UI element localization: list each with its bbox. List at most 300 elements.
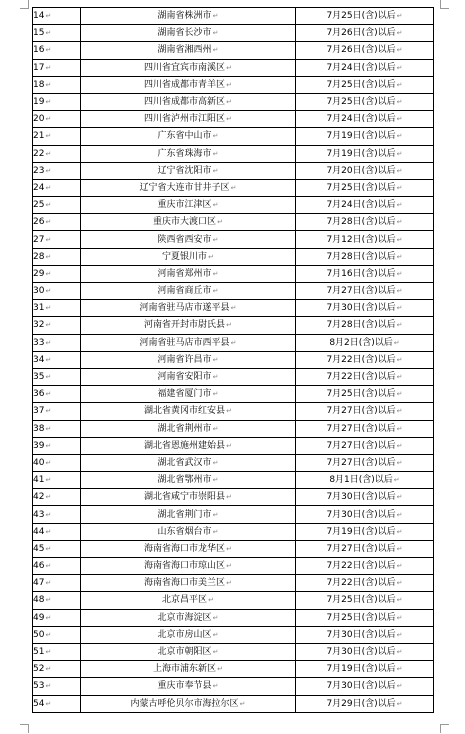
region-cell-text: 湖北省鄂州市	[157, 475, 212, 486]
paragraph-mark-icon: ↵	[212, 476, 219, 485]
region-cell-text: 山东省烟台市	[157, 526, 212, 537]
paragraph-mark-icon: ↵	[45, 98, 52, 107]
paragraph-mark-icon: ↵	[396, 252, 403, 261]
date-cell-text: 7月28日(含)以后	[326, 320, 396, 331]
region-cell[interactable]	[81, 609, 296, 626]
paragraph-mark-icon: ↵	[396, 699, 403, 708]
region-cell[interactable]	[81, 25, 296, 42]
region-cell-text: 河南省商丘市	[157, 286, 212, 297]
region-cell[interactable]	[81, 575, 296, 592]
table-row	[33, 300, 434, 317]
paragraph-mark-icon: ↵	[217, 665, 223, 674]
region-cell[interactable]	[81, 179, 296, 196]
paragraph-mark-icon: ↵	[396, 149, 403, 158]
region-cell[interactable]	[81, 231, 296, 248]
paragraph-mark-icon: ↵	[45, 373, 52, 382]
page-corner-mark	[440, 0, 449, 9]
date-cell[interactable]	[296, 8, 434, 25]
row-number-cell-text: 24	[33, 182, 45, 193]
paragraph-mark-icon: ↵	[45, 269, 52, 278]
date-cell[interactable]	[296, 351, 434, 368]
date-cell[interactable]	[296, 248, 434, 265]
paragraph-mark-icon: ↵	[212, 458, 219, 467]
date-cell-text: 7月22日(含)以后	[326, 372, 396, 383]
date-cell-text: 7月16日(含)以后	[326, 268, 396, 279]
table-row	[33, 93, 434, 110]
region-cell[interactable]	[81, 42, 296, 59]
date-cell-text: 7月30日(含)以后	[326, 509, 396, 520]
paragraph-mark-icon: ↵	[45, 132, 52, 141]
row-number-cell[interactable]	[33, 231, 81, 248]
region-cell[interactable]	[81, 145, 296, 162]
date-cell[interactable]	[296, 472, 434, 489]
row-number-cell[interactable]	[33, 575, 81, 592]
paragraph-mark-icon: ↵	[45, 321, 52, 330]
region-cell[interactable]	[81, 386, 296, 403]
paragraph-mark-icon: ↵	[45, 544, 52, 553]
date-cell[interactable]	[296, 626, 434, 643]
row-number-cell[interactable]	[33, 437, 81, 454]
paragraph-mark-icon: ↵	[208, 596, 214, 605]
row-number-cell[interactable]	[33, 558, 81, 575]
row-number-cell[interactable]	[33, 93, 81, 110]
paragraph-mark-icon: ↵	[230, 183, 237, 192]
paragraph-mark-icon: ↵	[212, 613, 219, 622]
region-cell-text: 河南省驻马店市遂平县	[139, 303, 230, 314]
table-row	[33, 678, 434, 695]
region-cell[interactable]	[81, 420, 296, 437]
region-cell[interactable]	[81, 678, 296, 695]
date-cell-text: 7月29日(含)以后	[326, 698, 396, 709]
row-number-cell[interactable]	[33, 334, 81, 351]
row-number-cell-text: 20	[33, 114, 45, 125]
region-cell-text: 海南省海口市龙华区	[144, 543, 226, 554]
date-cell-text: 7月27日(含)以后	[326, 440, 396, 451]
region-cell[interactable]	[81, 489, 296, 506]
paragraph-mark-icon: ↵	[212, 235, 219, 244]
row-number-cell[interactable]	[33, 111, 81, 128]
date-cell[interactable]	[296, 334, 434, 351]
paragraph-mark-icon: ↵	[45, 390, 52, 399]
paragraph-mark-icon: ↵	[226, 493, 232, 502]
date-cell[interactable]	[296, 300, 434, 317]
region-cell-text: 海南省海口市美兰区	[144, 578, 226, 589]
table-row	[33, 351, 434, 368]
region-cell[interactable]	[81, 437, 296, 454]
row-number-cell[interactable]	[33, 540, 81, 557]
paragraph-mark-icon: ↵	[396, 682, 403, 691]
table-body	[33, 8, 434, 713]
date-cell-text: 7月20日(含)以后	[326, 165, 396, 176]
date-cell-text: 7月30日(含)以后	[326, 681, 396, 692]
date-cell[interactable]	[296, 231, 434, 248]
region-cell-text: 广东省中山市	[157, 131, 212, 142]
region-cell[interactable]	[81, 540, 296, 557]
date-cell[interactable]	[296, 93, 434, 110]
region-cell-text: 河南省郑州市	[157, 268, 212, 279]
date-cell[interactable]	[296, 592, 434, 609]
row-number-cell[interactable]	[33, 283, 81, 300]
row-number-cell-text: 38	[33, 423, 45, 434]
row-number-cell[interactable]	[33, 351, 81, 368]
region-cell[interactable]	[81, 248, 296, 265]
paragraph-mark-icon: ↵	[226, 80, 232, 89]
row-number-cell-text: 35	[33, 372, 45, 383]
row-number-cell[interactable]	[33, 25, 81, 42]
row-number-cell[interactable]	[33, 145, 81, 162]
row-number-cell[interactable]	[33, 609, 81, 626]
date-cell[interactable]	[296, 575, 434, 592]
paragraph-mark-icon: ↵	[226, 441, 232, 450]
date-cell[interactable]	[296, 506, 434, 523]
row-number-cell[interactable]	[33, 386, 81, 403]
paragraph-mark-icon: ↵	[45, 562, 52, 571]
row-number-cell-text: 25	[33, 200, 45, 211]
row-number-cell[interactable]	[33, 626, 81, 643]
region-cell[interactable]	[81, 454, 296, 471]
region-cell[interactable]	[81, 197, 296, 214]
paragraph-mark-icon: ↵	[45, 630, 52, 639]
date-cell[interactable]	[296, 643, 434, 660]
paragraph-mark-icon: ↵	[45, 493, 52, 502]
paragraph-mark-icon: ↵	[212, 390, 219, 399]
paragraph-mark-icon: ↵	[45, 458, 52, 467]
date-cell[interactable]	[296, 420, 434, 437]
date-cell-text: 7月25日(含)以后	[326, 389, 396, 400]
paragraph-mark-icon: ↵	[45, 201, 52, 210]
row-number-cell[interactable]	[33, 489, 81, 506]
paragraph-mark-icon: ↵	[230, 304, 237, 313]
date-cell[interactable]	[296, 265, 434, 282]
row-number-cell[interactable]	[33, 420, 81, 437]
paragraph-mark-icon: ↵	[212, 132, 219, 141]
table-row	[33, 42, 434, 59]
region-cell[interactable]	[81, 283, 296, 300]
table-row	[33, 334, 434, 351]
region-cell[interactable]	[81, 59, 296, 76]
region-cell[interactable]	[81, 334, 296, 351]
paragraph-mark-icon: ↵	[45, 407, 52, 416]
region-cell-text: 宁夏银川市	[162, 251, 208, 262]
date-cell[interactable]	[296, 42, 434, 59]
region-cell-text: 河南省开封市尉氏县	[144, 320, 226, 331]
date-cell[interactable]	[296, 695, 434, 712]
date-cell[interactable]	[296, 317, 434, 334]
date-cell[interactable]	[296, 111, 434, 128]
paragraph-mark-icon: ↵	[396, 63, 403, 72]
date-cell[interactable]	[296, 540, 434, 557]
date-cell-text: 7月27日(含)以后	[326, 423, 396, 434]
region-cell[interactable]	[81, 214, 296, 231]
paragraph-mark-icon: ↵	[396, 115, 403, 124]
page-corner-mark	[20, 724, 29, 733]
paragraph-mark-icon: ↵	[396, 132, 403, 141]
region-cell[interactable]	[81, 300, 296, 317]
date-cell[interactable]	[296, 368, 434, 385]
paragraph-mark-icon: ↵	[212, 355, 219, 364]
row-number-cell-text: 18	[33, 79, 45, 90]
table-row	[33, 661, 434, 678]
paragraph-mark-icon: ↵	[212, 424, 219, 433]
region-cell[interactable]	[81, 368, 296, 385]
paragraph-mark-icon: ↵	[212, 287, 219, 296]
region-cell[interactable]	[81, 643, 296, 660]
table-row	[33, 283, 434, 300]
row-number-cell-text: 48	[33, 595, 45, 606]
row-number-cell[interactable]	[33, 695, 81, 712]
region-cell[interactable]	[81, 403, 296, 420]
date-cell-text: 7月19日(含)以后	[326, 131, 396, 142]
date-cell-text: 7月24日(含)以后	[326, 62, 396, 73]
date-cell[interactable]	[296, 179, 434, 196]
table-row	[33, 454, 434, 471]
date-cell[interactable]	[296, 25, 434, 42]
table-row	[33, 368, 434, 385]
date-cell[interactable]	[296, 145, 434, 162]
date-cell[interactable]	[296, 386, 434, 403]
region-cell-text: 北京市房山区	[157, 629, 212, 640]
paragraph-mark-icon: ↵	[396, 630, 403, 639]
table-row	[33, 420, 434, 437]
table-row	[33, 472, 434, 489]
row-number-cell[interactable]	[33, 523, 81, 540]
paragraph-mark-icon: ↵	[396, 648, 403, 657]
region-cell[interactable]	[81, 592, 296, 609]
paragraph-mark-icon: ↵	[45, 304, 52, 313]
region-cell[interactable]	[81, 472, 296, 489]
table-row	[33, 506, 434, 523]
region-cell[interactable]	[81, 695, 296, 712]
paragraph-mark-icon: ↵	[45, 63, 52, 72]
date-cell-text: 7月30日(含)以后	[326, 303, 396, 314]
row-number-cell[interactable]	[33, 678, 81, 695]
paragraph-mark-icon: ↵	[45, 699, 52, 708]
table-row	[33, 626, 434, 643]
region-cell-text: 北京市朝阳区	[157, 647, 212, 658]
row-number-cell-text: 16	[33, 45, 45, 56]
paragraph-mark-icon: ↵	[226, 321, 232, 330]
date-cell[interactable]	[296, 197, 434, 214]
paragraph-mark-icon: ↵	[226, 562, 232, 571]
row-number-cell[interactable]	[33, 265, 81, 282]
paragraph-mark-icon: ↵	[396, 235, 403, 244]
paragraph-mark-icon: ↵	[396, 579, 403, 588]
paragraph-mark-icon: ↵	[45, 665, 52, 674]
row-number-cell[interactable]	[33, 643, 81, 660]
table-row	[33, 575, 434, 592]
region-cell-text: 内蒙古呼伦贝尔市海拉尔区	[130, 698, 239, 709]
region-cell[interactable]	[81, 523, 296, 540]
paragraph-mark-icon: ↵	[396, 665, 403, 674]
region-cell[interactable]	[81, 128, 296, 145]
paragraph-mark-icon: ↵	[45, 424, 52, 433]
paragraph-mark-icon: ↵	[212, 12, 219, 21]
date-cell[interactable]	[296, 609, 434, 626]
paragraph-mark-icon: ↵	[226, 579, 232, 588]
region-cell[interactable]	[81, 506, 296, 523]
row-number-cell[interactable]	[33, 128, 81, 145]
paragraph-mark-icon: ↵	[45, 613, 52, 622]
row-number-cell-text: 22	[33, 148, 45, 159]
date-cell[interactable]	[296, 489, 434, 506]
paragraph-mark-icon: ↵	[226, 544, 232, 553]
row-number-cell-text: 28	[33, 251, 45, 262]
region-cell[interactable]	[81, 626, 296, 643]
paragraph-mark-icon: ↵	[45, 183, 52, 192]
date-cell[interactable]	[296, 214, 434, 231]
paragraph-mark-icon: ↵	[45, 441, 52, 450]
date-cell[interactable]	[296, 59, 434, 76]
date-cell[interactable]	[296, 661, 434, 678]
paragraph-mark-icon: ↵	[230, 338, 237, 347]
paragraph-mark-icon: ↵	[212, 201, 219, 210]
date-cell-text: 7月22日(含)以后	[326, 561, 396, 572]
paragraph-mark-icon: ↵	[396, 493, 403, 502]
table-row	[33, 179, 434, 196]
paragraph-mark-icon: ↵	[45, 166, 52, 175]
paragraph-mark-icon: ↵	[396, 287, 403, 296]
date-cell[interactable]	[296, 437, 434, 454]
row-number-cell-text: 32	[33, 320, 45, 331]
paragraph-mark-icon: ↵	[396, 269, 403, 278]
row-number-cell[interactable]	[33, 214, 81, 231]
page-corner-mark	[20, 0, 29, 9]
date-cell-text: 7月24日(含)以后	[326, 114, 396, 125]
table-row	[33, 643, 434, 660]
row-number-cell[interactable]	[33, 8, 81, 25]
date-cell-text: 7月25日(含)以后	[326, 79, 396, 90]
paragraph-mark-icon: ↵	[396, 183, 403, 192]
table-row	[33, 214, 434, 231]
row-number-cell[interactable]	[33, 248, 81, 265]
row-number-cell-text: 51	[33, 647, 45, 658]
region-cell-text: 四川省成都市青羊区	[144, 79, 226, 90]
row-number-cell[interactable]	[33, 368, 81, 385]
table-row	[33, 128, 434, 145]
row-number-cell[interactable]	[33, 661, 81, 678]
date-cell[interactable]	[296, 523, 434, 540]
row-number-cell[interactable]	[33, 197, 81, 214]
paragraph-mark-icon: ↵	[393, 338, 400, 347]
paragraph-mark-icon: ↵	[212, 46, 219, 55]
row-number-cell-text: 30	[33, 286, 45, 297]
date-cell-text: 8月1日(含)以后	[329, 475, 393, 486]
paragraph-mark-icon: ↵	[396, 218, 403, 227]
region-cell[interactable]	[81, 661, 296, 678]
date-cell-text: 7月27日(含)以后	[326, 286, 396, 297]
table-row	[33, 695, 434, 712]
paragraph-mark-icon: ↵	[396, 613, 403, 622]
paragraph-mark-icon: ↵	[45, 29, 52, 38]
region-cell-text: 河南省许昌市	[157, 354, 212, 365]
row-number-cell[interactable]	[33, 403, 81, 420]
date-cell[interactable]	[296, 76, 434, 93]
row-number-cell[interactable]	[33, 317, 81, 334]
region-cell[interactable]	[81, 111, 296, 128]
region-cell-text: 北京市海淀区	[157, 612, 212, 623]
row-number-cell[interactable]	[33, 42, 81, 59]
date-cell-text: 7月30日(含)以后	[326, 647, 396, 658]
row-number-cell-text: 39	[33, 440, 45, 451]
paragraph-mark-icon: ↵	[217, 218, 223, 227]
region-cell[interactable]	[81, 558, 296, 575]
row-number-cell-text: 44	[33, 526, 45, 537]
row-number-cell-text: 21	[33, 131, 45, 142]
row-number-cell-text: 43	[33, 509, 45, 520]
row-number-cell[interactable]	[33, 179, 81, 196]
row-number-cell-text: 36	[33, 389, 45, 400]
region-cell-text: 四川省成都市高新区	[144, 97, 226, 108]
row-number-cell-text: 46	[33, 561, 45, 572]
region-cell[interactable]	[81, 93, 296, 110]
region-cell[interactable]	[81, 8, 296, 25]
row-number-cell[interactable]	[33, 76, 81, 93]
date-cell[interactable]	[296, 558, 434, 575]
region-cell-text: 重庆市大渡口区	[153, 217, 217, 228]
row-number-cell[interactable]	[33, 592, 81, 609]
date-cell[interactable]	[296, 454, 434, 471]
region-cell[interactable]	[81, 351, 296, 368]
row-number-cell-text: 14	[33, 11, 45, 22]
paragraph-mark-icon: ↵	[45, 476, 52, 485]
region-cell[interactable]	[81, 162, 296, 179]
paragraph-mark-icon: ↵	[226, 407, 232, 416]
region-cell-text: 重庆市江津区	[157, 200, 212, 211]
region-cell[interactable]	[81, 76, 296, 93]
row-number-cell-text: 52	[33, 664, 45, 675]
region-cell[interactable]	[81, 265, 296, 282]
row-number-cell[interactable]	[33, 300, 81, 317]
paragraph-mark-icon: ↵	[212, 527, 219, 536]
date-cell-text: 7月27日(含)以后	[326, 406, 396, 417]
region-cell-text: 湖北省荆州市	[157, 423, 212, 434]
region-cell-text: 湖南省长沙市	[157, 28, 212, 39]
date-cell[interactable]	[296, 128, 434, 145]
row-number-cell[interactable]	[33, 59, 81, 76]
paragraph-mark-icon: ↵	[396, 510, 403, 519]
paragraph-mark-icon: ↵	[212, 630, 219, 639]
table-row	[33, 59, 434, 76]
row-number-cell[interactable]	[33, 162, 81, 179]
paragraph-mark-icon: ↵	[396, 596, 403, 605]
paragraph-mark-icon: ↵	[396, 441, 403, 450]
paragraph-mark-icon: ↵	[396, 562, 403, 571]
paragraph-mark-icon: ↵	[396, 12, 403, 21]
row-number-cell[interactable]	[33, 454, 81, 471]
paragraph-mark-icon: ↵	[396, 424, 403, 433]
date-cell-text: 8月2日(含)以后	[329, 337, 393, 348]
paragraph-mark-icon: ↵	[226, 115, 232, 124]
date-cell[interactable]	[296, 283, 434, 300]
paragraph-mark-icon: ↵	[396, 29, 403, 38]
row-number-cell[interactable]	[33, 506, 81, 523]
row-number-cell-text: 31	[33, 303, 45, 314]
date-cell[interactable]	[296, 678, 434, 695]
paragraph-mark-icon: ↵	[45, 46, 52, 55]
date-cell-text: 7月19日(含)以后	[326, 664, 396, 675]
date-cell[interactable]	[296, 403, 434, 420]
table-row	[33, 265, 434, 282]
region-cell[interactable]	[81, 317, 296, 334]
date-cell[interactable]	[296, 162, 434, 179]
date-cell-text: 7月19日(含)以后	[326, 526, 396, 537]
region-cell-text: 陕西省西安市	[157, 234, 212, 245]
paragraph-mark-icon: ↵	[45, 596, 52, 605]
row-number-cell-text: 34	[33, 354, 45, 365]
paragraph-mark-icon: ↵	[45, 682, 52, 691]
paragraph-mark-icon: ↵	[396, 321, 403, 330]
row-number-cell[interactable]	[33, 472, 81, 489]
